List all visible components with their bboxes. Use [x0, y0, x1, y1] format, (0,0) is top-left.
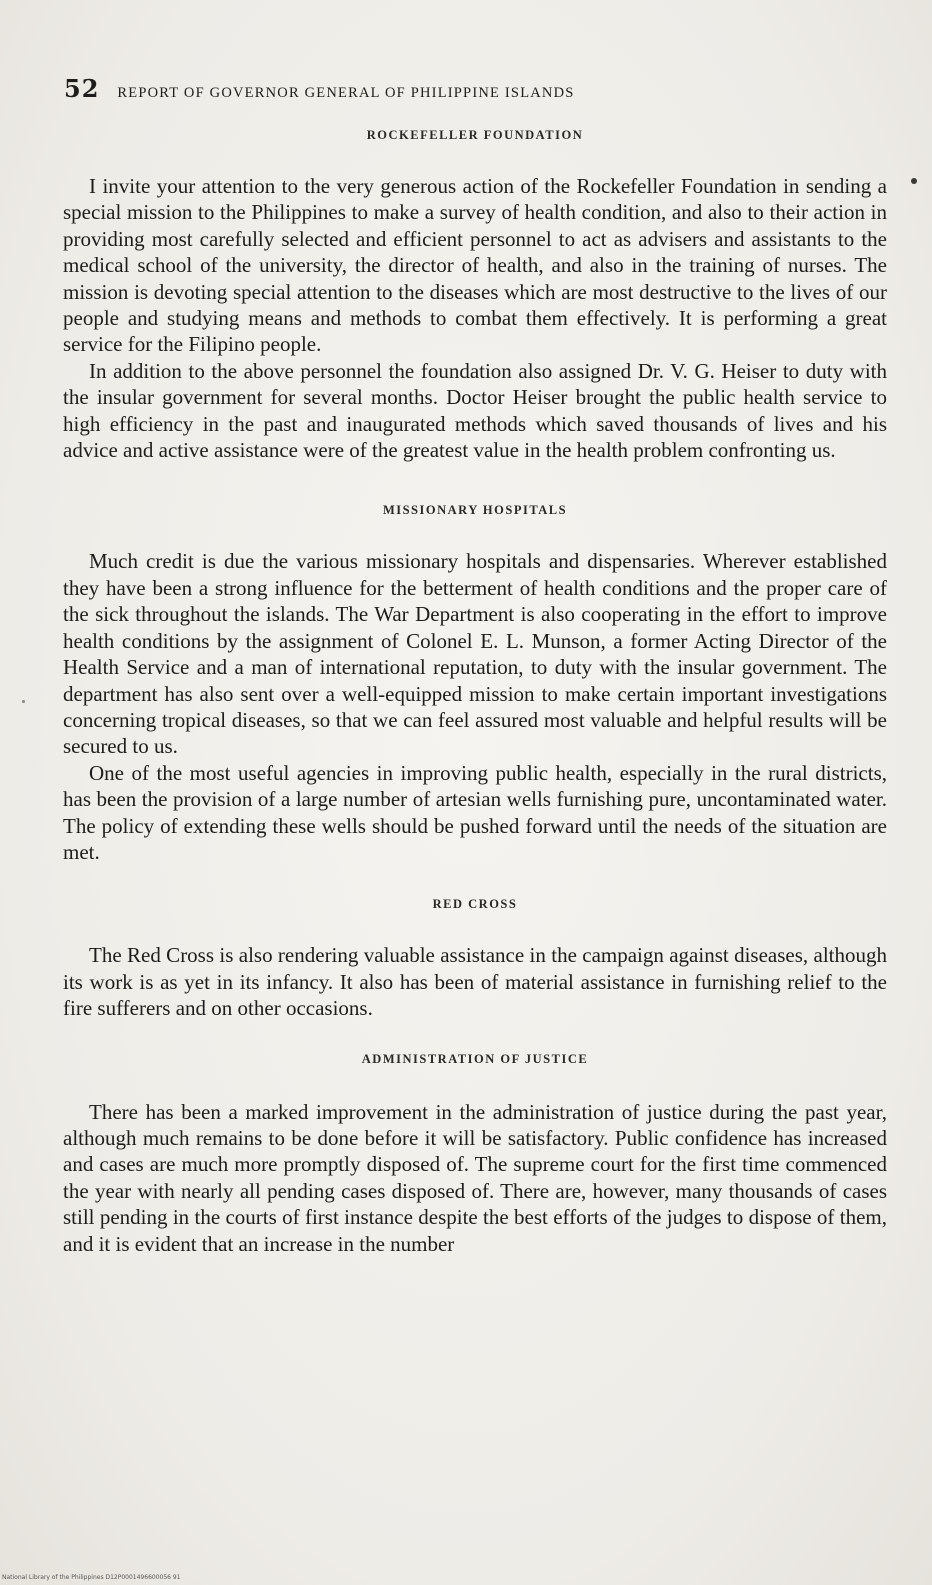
section-heading-red-cross: RED CROSS: [432, 897, 518, 912]
running-head: [64, 74, 884, 104]
scan-credit: National Library of the Philippines D12P0001496600056 91: [2, 1574, 181, 1581]
paragraph-rockefeller-1: I invite your attention to the very generous action of the Rockefeller Foundation in sending a special mission to the Philippines to make a survey of health condition, and also to their action in providing most carefully selected and efficient personnel to act as advisers and assistants to the medical school of the university, the director of health, and also in the training of nurses. The mission is devoting special attention to the diseases which are most destructive to the lives of our people and studying means and methods to combat them effectively. It is performing a great service for the Filipino people.: [63, 174, 887, 357]
page-number: 52: [64, 74, 100, 103]
section-heading-administration-of-justice: ADMINISTRATION OF JUSTICE: [361, 1051, 589, 1066]
paragraph-justice-1: There has been a marked improvement in the administration of justice during the past year, although much remains to be done before it will be satisfactory. Public confidence has increased and cases are much more promptly disposed of. The supreme court for the first time commenced the year with nearly all pending cases disposed of. There are, however, many thousands of cases still pending in the courts of first instance despite the best efforts of the judges to dispose of them, and it is evident that an increase in the number: [63, 1099, 887, 1256]
paragraph-missionary-2: One of the most useful agencies in improving public health, especially in the rural districts, has been the provision of a large number of artesian wells furnishing pure, uncontaminated water. The policy of extending these wells should be pushed forward until the needs of the situation are met.: [63, 760, 887, 864]
paragraph-red-cross-1: The Red Cross is also rendering valuable assistance in the campaign against diseases, although its work is as yet in its infancy. It also has been of material assistance in furnishing relief to the fire sufferers and on other occasions.: [63, 943, 887, 1021]
ink-speck-mark: [22, 700, 25, 703]
section-heading-rockefeller-foundation: ROCKEFELLER FOUNDATION: [366, 128, 584, 142]
ink-speck-mark: [911, 178, 917, 184]
paragraph-rockefeller-2: In addition to the above personnel the foundation also assigned Dr. V. G. Heiser to duty with the insular government for several months. Doctor Heiser brought the public health service to high efficiency in the past and inaugurated methods which saved thousands of lives and his advice and active assistance were of the greatest value in the health problem confronting us.: [63, 358, 887, 463]
page-body: [63, 128, 887, 1257]
paragraph-missionary-1: Much credit is due the various missionary hospitals and dispensaries. Wherever established they have been a strong influence for the betterment of health conditions and the proper care of the sick throughout the islands. The War Department is also cooperating in the effort to improve health conditions by the assignment of Colonel E. L. Munson, a former Acting Director of the Health Service and a man of international reputation, to duty with the insular government. The department has also sent over a well-equipped mission to make certain important investigations concerning tropical diseases, so that we can feel assured most valuable and helpful results will be secured to us.: [63, 549, 887, 759]
running-title: REPORT OF GOVERNOR GENERAL OF PHILIPPINE ISLANDS: [117, 85, 575, 101]
section-heading-missionary-hospitals: MISSIONARY HOSPITALS: [382, 503, 568, 518]
